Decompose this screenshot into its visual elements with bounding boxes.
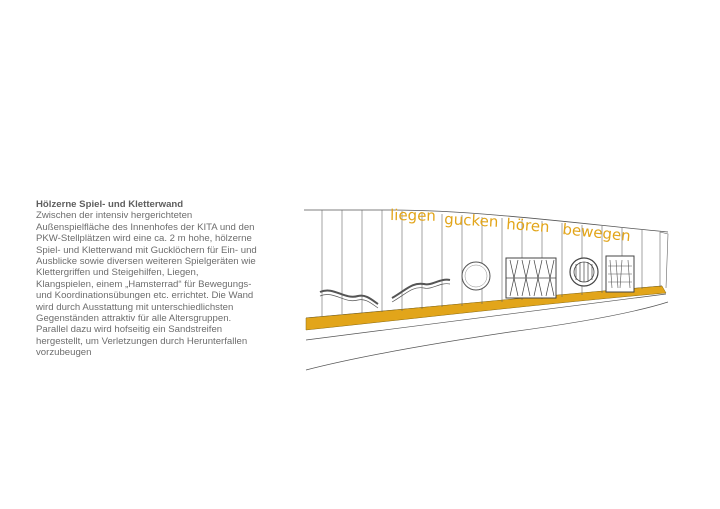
description-text: [36, 199, 281, 359]
play-wall-drawing: [300, 196, 672, 392]
word-hoeren: hören: [505, 215, 551, 237]
word-liegen: liegen: [389, 206, 437, 225]
body-text: Zwischen der intensiv hergerichteten Außenspielfläche des Innenhofes der KITA und den PKW-Stellplätzen wird eine ca. 2 m hohe, hölzerne Spiel- und Kletterwand mit Gucklöchern für Ein- und Ausblicke sowie diversen weiteren Spielgeräten wie Klettergriffen und Steigehilfen, Liegen, Klangspielen, einem „Hamsterrad“ für Bewegungs- und Koordinationsübungen etc. errichtet. Die Wand wird durch Ausstattung mit unterschiedlichsten Gegenständen attraktiv für alle Altersgruppen. Parallel dazu wird hofseitig ein Sandstreifen hergestellt, um Verletzungen durch Herunterfallen vorzubeugen: [36, 210, 257, 359]
heading: Hölzerne Spiel- und Kletterwand: [36, 199, 184, 210]
play-wall-sketch: [300, 196, 672, 392]
word-gucken: gucken: [443, 210, 499, 231]
sand-strip: [306, 286, 666, 330]
round-peephole: [462, 262, 490, 290]
word-bewegen: bewegen: [561, 220, 632, 246]
